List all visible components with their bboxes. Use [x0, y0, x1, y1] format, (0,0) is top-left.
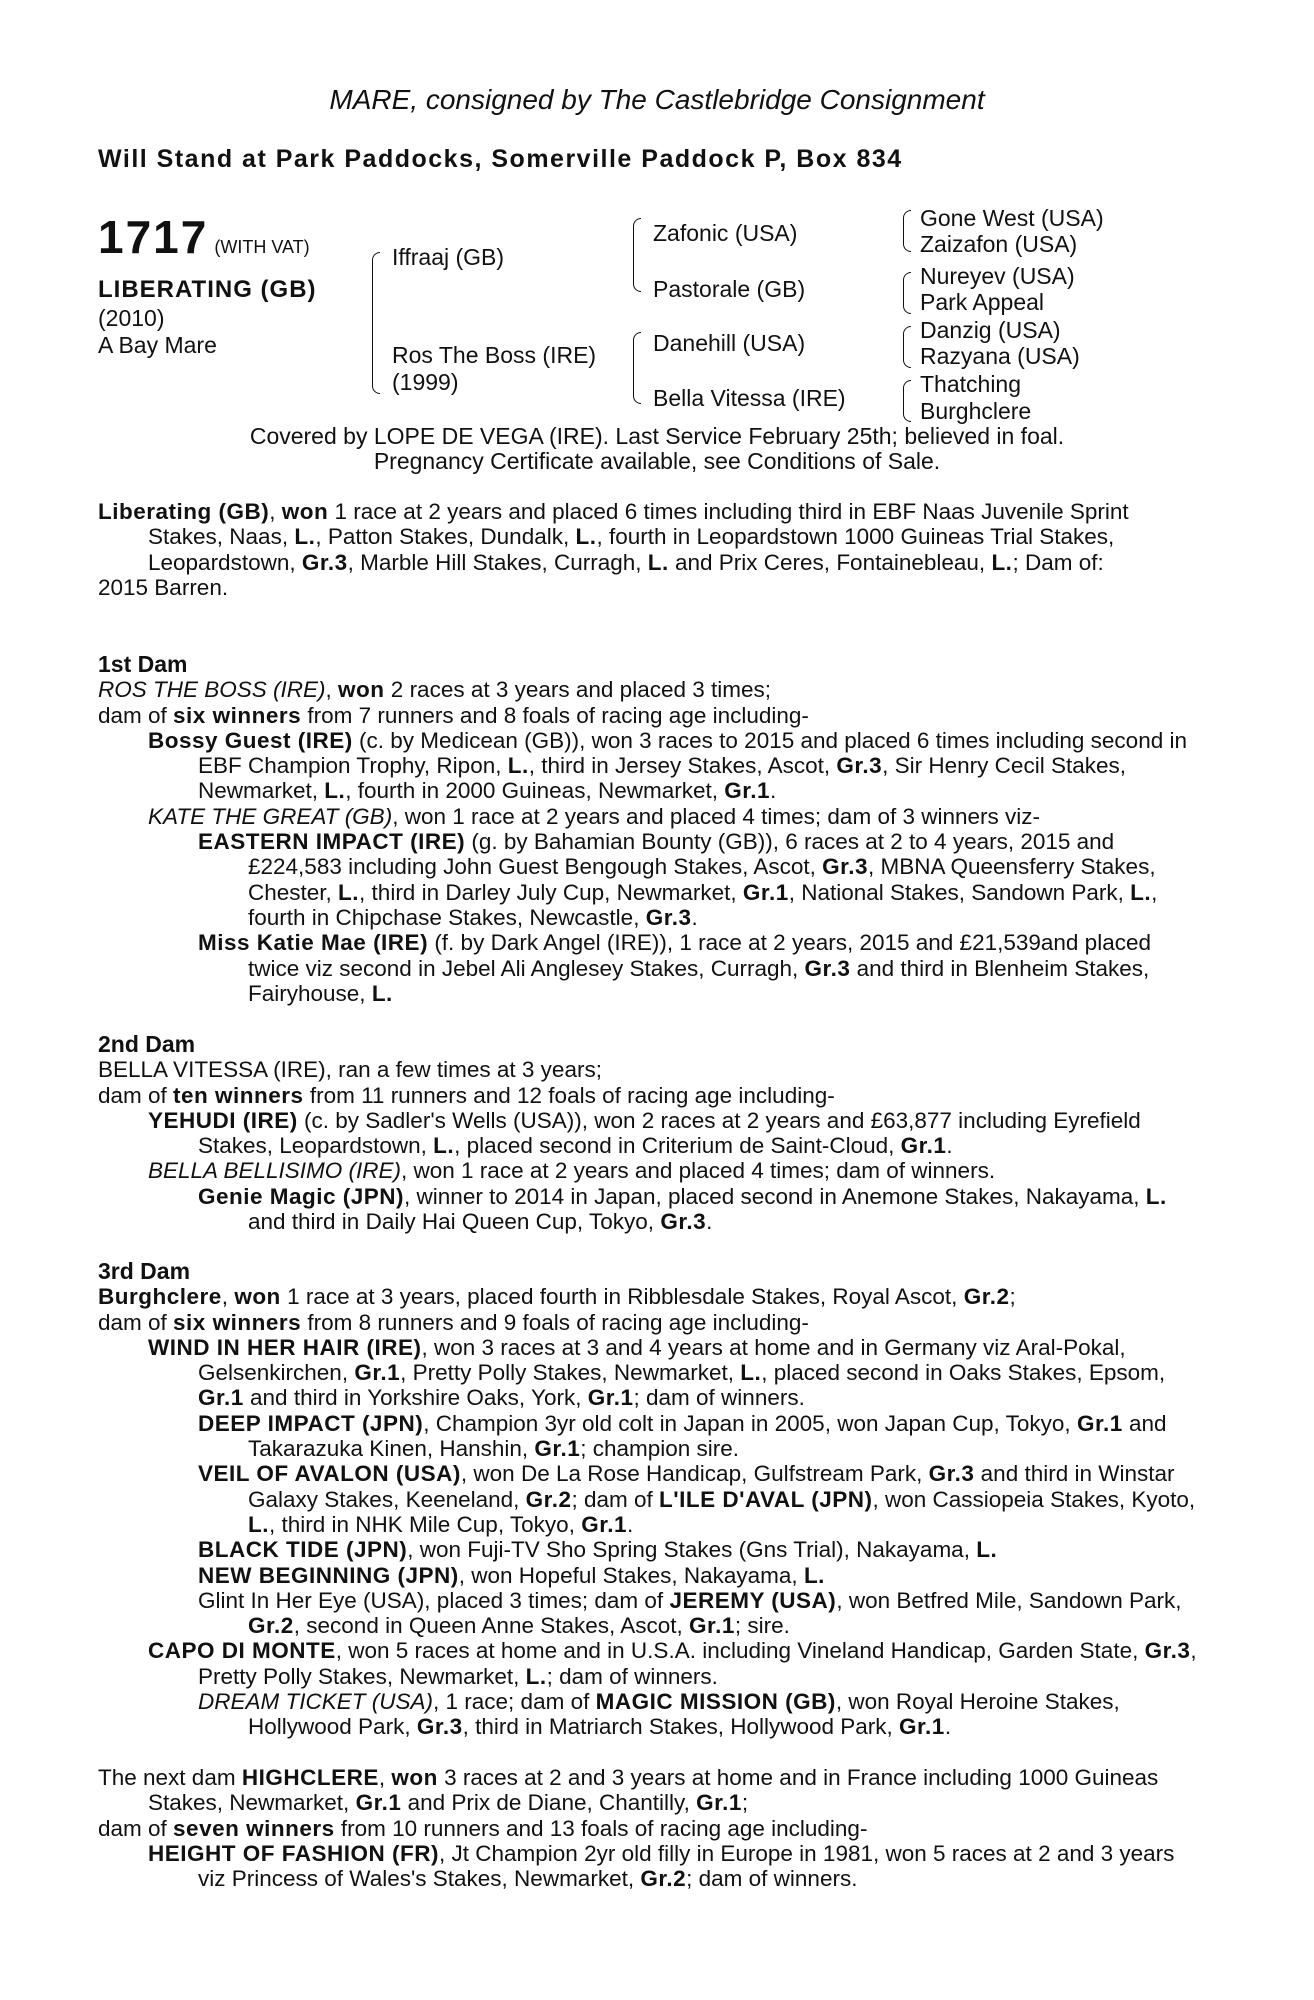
- pedigree-dds: Thatching: [920, 371, 1022, 397]
- pedigree-dss: Danzig (USA): [920, 317, 1061, 343]
- pregnancy-line: Pregnancy Certificate available, see Conditions of Sale.: [373, 448, 941, 474]
- pedigree-sss: Gone West (USA): [920, 205, 1104, 231]
- progeny-entry: Bossy Guest (IRE) (c. by Medicean (GB)), won 3 races to 2015 and placed 6 times including second in EBF Champion Trophy, Ripon, L., third in Jersey Stakes, Ascot, Gr.3, Sir Henry Cecil Stakes, Newmarket, L., fourth in 2000 Guineas, Newmarket, Gr.1.: [148, 727, 1187, 804]
- pedigree-brace: [903, 326, 911, 368]
- progeny-entry: WIND IN HER HAIR (IRE), won 3 races at 3 and 4 years at home and in Germany viz Aral-Pokal, Gelsenkirchen, Gr.1, Pretty Polly Stakes, Newmarket, L., placed second in Oaks Stakes, Epsom, Gr.1 and third in Yorkshire Oaks, York, Gr.1; dam of winners.: [148, 1334, 1166, 1411]
- second-dam-section: [98, 1032, 1198, 1234]
- first-dam-section: [98, 652, 1198, 1006]
- covered-line: Covered by LOPE DE VEGA (IRE). Last Service February 25th; believed in foal.: [249, 423, 1065, 449]
- next-dam-record: The next dam HIGHCLERE, won 3 races at 2 and 3 years at home and in France including 1000 Guineas Stakes, Newmarket, Gr.1 and Prix de Diane, Chantilly, Gr.1;: [98, 1765, 1159, 1816]
- pedigree-brace: [903, 272, 911, 314]
- horse-description: A Bay Mare: [98, 332, 217, 358]
- horse-name: LIBERATING (GB): [98, 276, 317, 303]
- next-dam-section: [98, 1765, 1198, 1891]
- progeny-entry: EASTERN IMPACT (IRE) (g. by Bahamian Bounty (GB)), 6 races at 2 to 4 years, 2015 and £224,583 including John Guest Bengough Stakes, Ascot, Gr.3, MBNA Queensferry Stakes, Chester, L., third in Darley July Cup, Newmarket, Gr.1, National Stakes, Sandown Park, L., fourth in Chipchase Stakes, Newcastle, Gr.3.: [198, 829, 1158, 930]
- third-dam-heading: 3rd Dam: [98, 1258, 191, 1284]
- progeny-entry: NEW BEGINNING (JPN), won Hopeful Stakes, Nakayama, L.: [198, 1562, 825, 1588]
- covered-note: [0, 424, 1314, 474]
- lot-number-line: [98, 210, 310, 264]
- progeny-entry: VEIL OF AVALON (USA), won De La Rose Handicap, Gulfstream Park, Gr.3 and third in Winstar Galaxy Stakes, Keeneland, Gr.2; dam of L'ILE D'AVAL (JPN), won Cassiopeia Stakes, Kyoto, L., third in NHK Mile Cup, Tokyo, Gr.1.: [198, 1461, 1196, 1537]
- stand-location: Will Stand at Park Paddocks, Somerville Paddock P, Box 834: [98, 145, 903, 173]
- progeny-entry: DEEP IMPACT (JPN), Champion 3yr old colt in Japan in 2005, won Japan Cup, Tokyo, Gr.1 and Takarazuka Kinen, Hanshin, Gr.1; champion sire.: [198, 1410, 1167, 1462]
- pedigree-ddd: Burghclere: [920, 398, 1032, 424]
- progeny-entry: BLACK TIDE (JPN), won Fuji-TV Sho Spring Stakes (Gns Trial), Nakayama, L.: [198, 1537, 998, 1563]
- page-title: MARE, consigned by The Castlebridge Consignment: [329, 84, 985, 115]
- progeny-entry: CAPO DI MONTE, won 5 races at home and in U.S.A. including Vineland Handicap, Garden State, Gr.3, Pretty Polly Stakes, Newmarket, L.; dam of winners.: [148, 1638, 1197, 1689]
- progeny-entry: YEHUDI (IRE) (c. by Sadler's Wells (USA)), won 2 races at 2 years and £63,877 including Eyrefield Stakes, Leopardstown, L., placed second in Criterium de Saint-Cloud, Gr.1.: [148, 1107, 1141, 1159]
- dam-record: Burghclere, won 1 race at 3 years, placed fourth in Ribblesdale Stakes, Royal Ascot, Gr.2;: [98, 1284, 1016, 1310]
- pedigree-brace: [633, 332, 641, 404]
- pedigree-dam-sire: Danehill (USA): [653, 330, 806, 356]
- produce-record: [98, 499, 1198, 600]
- pedigree-dam-dam: Bella Vitessa (IRE): [653, 385, 846, 411]
- dam-record: BELLA VITESSA (IRE), ran a few times at 3 years;: [98, 1057, 602, 1083]
- third-dam-section: [98, 1259, 1198, 1740]
- pedigree-sire-sire: Zafonic (USA): [653, 220, 798, 246]
- dam-produce: dam of six winners from 8 runners and 9 foals of racing age including-: [98, 1309, 809, 1335]
- first-dam-heading: 1st Dam: [98, 651, 188, 677]
- progeny-entry: DREAM TICKET (USA), 1 race; dam of MAGIC MISSION (GB), won Royal Heroine Stakes, Hollywood Park, Gr.3, third in Matriarch Stakes, Hollywood Park, Gr.1.: [198, 1689, 1120, 1740]
- pedigree-sire: Iffraaj (GB): [392, 244, 505, 270]
- dam-produce: dam of ten winners from 11 runners and 12 foals of racing age including-: [98, 1082, 835, 1108]
- progeny-entry: Genie Magic (JPN), winner to 2014 in Japan, placed second in Anemone Stakes, Nakayama, L. and third in Daily Hai Queen Cup, Tokyo, Gr.3.: [198, 1183, 1167, 1235]
- dam-produce: dam of seven winners from 10 runners and 13 foals of racing age including-: [98, 1815, 868, 1841]
- vat-label: (WITH VAT): [214, 237, 310, 257]
- lot-number: 1717: [98, 211, 209, 263]
- pedigree-sdd: Park Appeal: [920, 289, 1045, 315]
- progeny-entry: Miss Katie Mae (IRE) (f. by Dark Angel (IRE)), 1 race at 2 years, 2015 and £21,539and placed twice viz second in Jebel Ali Anglesey Stakes, Curragh, Gr.3 and third in Blenheim Stakes, Fairyhouse, L.: [198, 930, 1151, 1006]
- pedigree-brace: [372, 252, 380, 394]
- produce-2015: 2015 Barren.: [98, 574, 229, 600]
- pedigree-sds: Nureyev (USA): [920, 263, 1075, 289]
- pedigree-sire-dam: Pastorale (GB): [653, 276, 806, 302]
- pedigree-brace: [903, 210, 911, 252]
- pedigree-brace: [903, 380, 911, 422]
- horse-year: (2010): [98, 305, 165, 331]
- second-dam-heading: 2nd Dam: [98, 1031, 196, 1057]
- dam-produce: dam of six winners from 7 runners and 8 foals of racing age including-: [98, 702, 809, 728]
- progeny-entry: KATE THE GREAT (GB), won 1 race at 2 years and placed 4 times; dam of 3 winners viz-: [148, 803, 1040, 829]
- horse-record: Liberating (GB), won 1 race at 2 years and placed 6 times including third in EBF Naas Juvenile Sprint Stakes, Naas, L., Patton Stakes, Dundalk, L., fourth in Leopardstown 1000 Guineas Trial Stakes, Leopardstown, Gr.3, Marble Hill Stakes, Curragh, L. and Prix Ceres, Fontainebleau, L.; Dam of:: [98, 499, 1129, 575]
- pedigree-dam-year: (1999): [392, 369, 459, 395]
- pedigree-ssd: Zaizafon (USA): [920, 231, 1078, 257]
- progeny-entry: HEIGHT OF FASHION (FR), Jt Champion 2yr old filly in Europe in 1981, won 5 races at 2 and 3 years viz Princess of Wales's Stakes, Newmarket, Gr.2; dam of winners.: [148, 1840, 1175, 1892]
- pedigree-dam: Ros The Boss (IRE): [392, 342, 597, 368]
- progeny-entry: BELLA BELLISIMO (IRE), won 1 race at 2 years and placed 4 times; dam of winners.: [148, 1158, 996, 1184]
- pedigree-dsd: Razyana (USA): [920, 343, 1080, 369]
- progeny-entry: Glint In Her Eye (USA), placed 3 times; dam of JEREMY (USA), won Betfred Mile, Sandown Park, Gr.2, second in Queen Anne Stakes, Ascot, Gr.1; sire.: [198, 1587, 1182, 1639]
- dam-record: ROS THE BOSS (IRE), won 2 races at 3 years and placed 3 times;: [98, 677, 772, 703]
- pedigree-brace: [633, 218, 641, 292]
